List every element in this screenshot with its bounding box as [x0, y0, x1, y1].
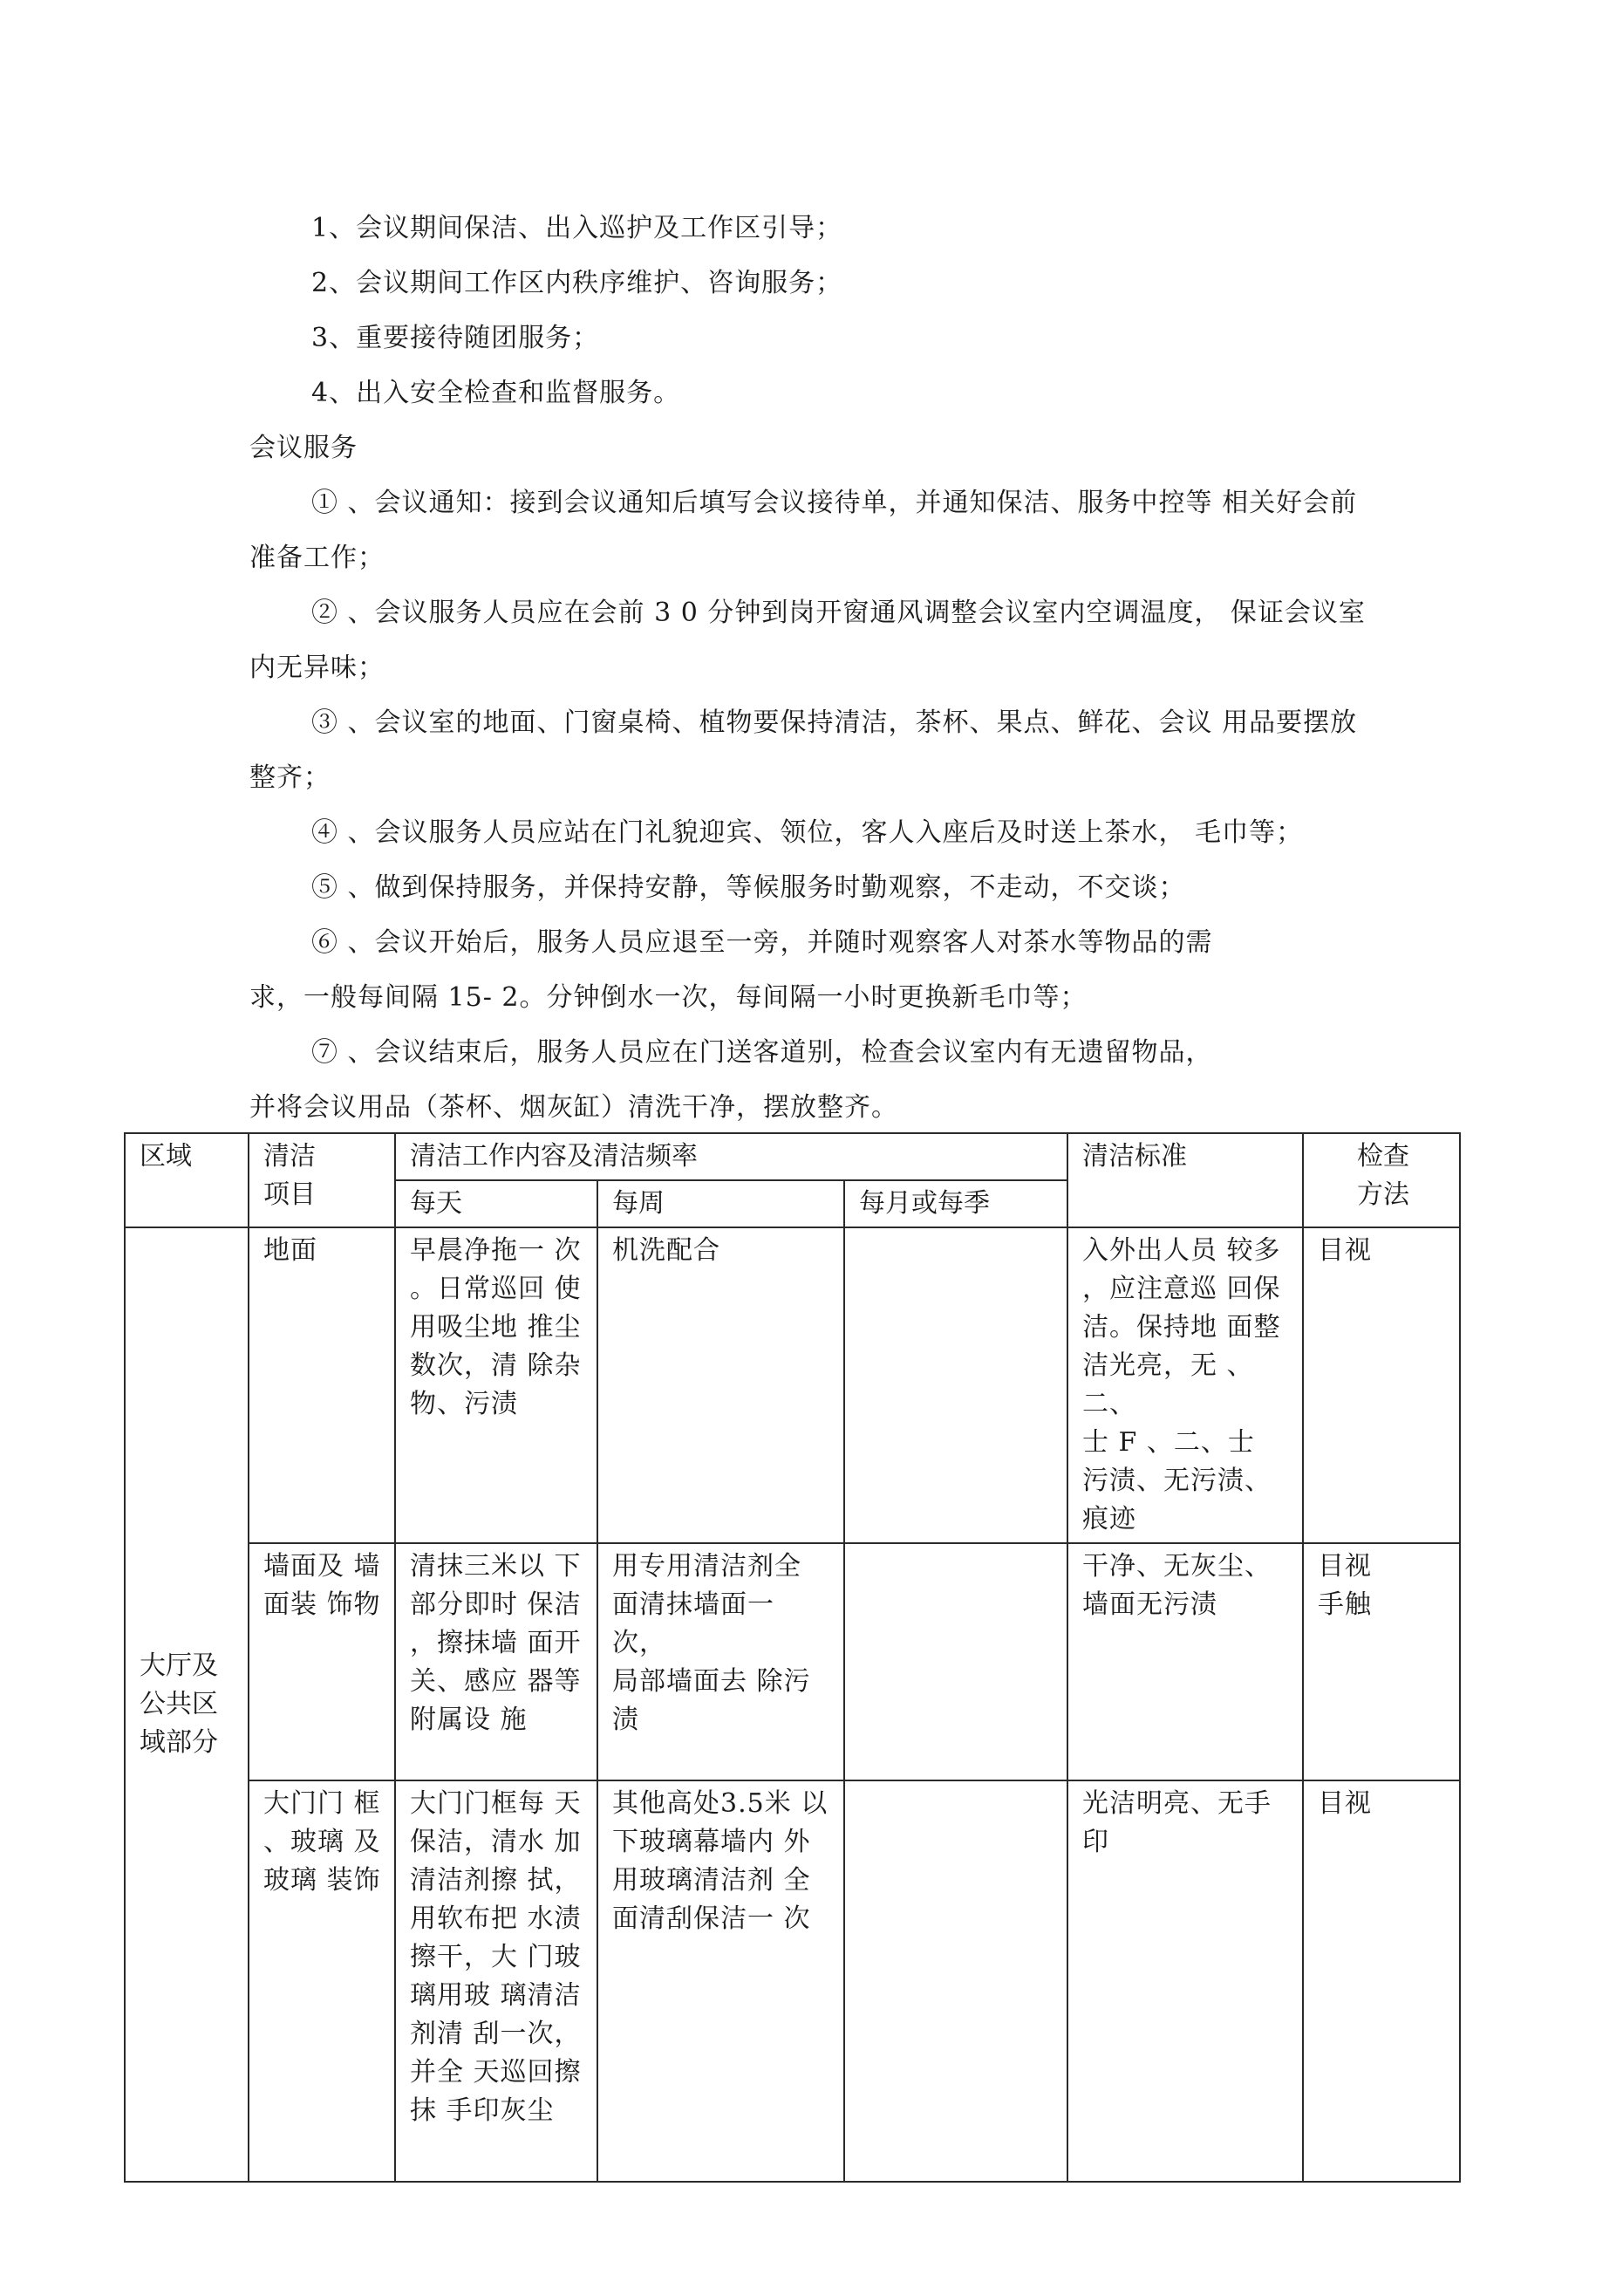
table-row [125, 1780, 1460, 2182]
cleaning-standards-table [124, 1132, 1461, 2183]
method-cell: 目视 手触 [1303, 1543, 1460, 1780]
header-content-frequency: 清洁工作内容及清洁频率 [395, 1133, 1067, 1180]
daily-cell: 清抹三米以 下 部分即时 保洁 ，擦抹墙 面开 关、感应 器等 附属设 施 [395, 1543, 597, 1780]
duty-item-4: 4、出入安全检查和监督服务。 [311, 378, 681, 408]
header-standard: 清洁标准 [1067, 1133, 1303, 1227]
standard-cell: 干净、无灰尘、 墙面无污渍 [1067, 1543, 1303, 1780]
table-row [125, 1227, 1460, 1543]
meeting-item-1: ① 、会议通知：接到会议通知后填写会议接待单，并通知保洁、服务中控等 相关好会前 [311, 488, 1358, 518]
header-monthly: 每月或每季 [844, 1180, 1067, 1227]
duty-item-1: 1、会议期间保洁、出入巡护及工作区引导； [311, 213, 843, 243]
header-method: 检查 方法 [1303, 1133, 1460, 1227]
meeting-item-7-cont: 并将会议用品（茶杯、烟灰缸）清洗干净，摆放整齐。 [249, 1092, 898, 1123]
item-cell: 地面 [249, 1227, 395, 1543]
daily-cell: 大门门框每 天 保洁，清水 加 清洁剂擦 拭， 用软布把 水渍 擦干，大 门玻 璃用玻 璃清洁 剂清 刮一次， 并全 天巡回擦 抹 手印灰尘 [395, 1780, 597, 2182]
item-cell: 墙面及 墙 面装 饰物 [249, 1543, 395, 1780]
duty-item-3: 3、重要接待随团服务； [311, 323, 600, 353]
meeting-item-4: ④ 、会议服务人员应站在门礼貌迎宾、领位，客人入座后及时送上茶水， 毛巾等； [311, 817, 1304, 848]
monthly-cell [844, 1780, 1067, 2182]
section-heading: 会议服务 [249, 433, 358, 463]
table-row [125, 1543, 1460, 1780]
header-item: 清洁 项目 [249, 1133, 395, 1227]
meeting-item-3: ③ 、会议室的地面、门窗桌椅、植物要保持清洁，茶杯、果点、鲜花、会议 用品要摆放 [311, 707, 1358, 738]
meeting-item-6: ⑥ 、会议开始后，服务人员应退至一旁，并随时观察客人对茶水等物品的需 [311, 927, 1213, 958]
method-cell: 目视 [1303, 1780, 1460, 2182]
weekly-cell: 机洗配合 [597, 1227, 844, 1543]
header-area: 区域 [125, 1133, 249, 1227]
monthly-cell [844, 1227, 1067, 1543]
standard-cell: 光洁明亮、无手 印 [1067, 1780, 1303, 2182]
header-row-1 [125, 1133, 1460, 1180]
meeting-item-6-cont: 求，一般每间隔 15- 2。分钟倒水一次，每间隔一小时更换新毛巾等； [249, 982, 1088, 1013]
meeting-item-5: ⑤ 、做到保持服务，并保持安静，等候服务时勤观察，不走动，不交谈； [311, 872, 1186, 903]
meeting-item-7: ⑦ 、会议结束后，服务人员应在门送客道别，检查会议室内有无遗留物品， [311, 1037, 1213, 1068]
area-cell: 大厅及 公共区 域部分 [125, 1227, 249, 2182]
daily-cell: 早晨净拖一 次 。日常巡回 使 用吸尘地 推尘 数次，清 除杂 物、污渍 [395, 1227, 597, 1543]
header-daily: 每天 [395, 1180, 597, 1227]
meeting-item-3-cont: 整齐； [249, 762, 331, 793]
weekly-cell: 用专用清洁剂全 面清抹墙面一 次， 局部墙面去 除污 渍 [597, 1543, 844, 1780]
meeting-item-2: ② 、会议服务人员应在会前 3 0 分钟到岗开窗通风调整会议室内空调温度， 保证会议室 [311, 598, 1366, 628]
meeting-item-2-cont: 内无异味； [249, 653, 385, 683]
method-cell: 目视 [1303, 1227, 1460, 1543]
monthly-cell [844, 1543, 1067, 1780]
meeting-item-1-cont: 准备工作； [249, 543, 385, 573]
weekly-cell: 其他高处3.5米 以 下玻璃幕墙内 外 用玻璃清洁剂 全 面清刮保洁一 次 [597, 1780, 844, 2182]
item-cell: 大门门 框 、玻璃 及 玻璃 装饰 [249, 1780, 395, 2182]
header-weekly: 每周 [597, 1180, 844, 1227]
standard-cell: 入外出人员 较多 ，应注意巡 回保 洁。保持地 面整 洁光亮，无 、二、 士 F 、二、士 污渍、无污渍、 痕迹 [1067, 1227, 1303, 1543]
duty-item-2: 2、会议期间工作区内秩序维护、咨询服务； [311, 268, 843, 298]
